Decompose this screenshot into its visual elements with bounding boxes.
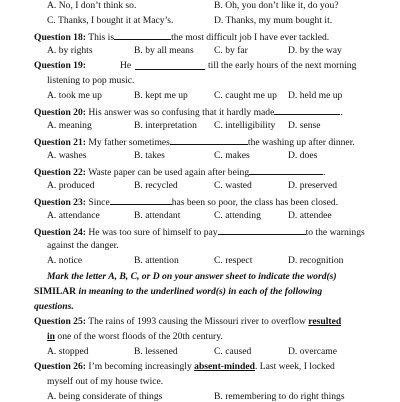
q24-stem-continued: against the danger. <box>47 240 119 251</box>
q21-option-c: C. makes <box>214 150 250 161</box>
q25-option-d: D. overcame <box>288 346 338 357</box>
q22-stem-end: . <box>323 167 326 178</box>
q24-option-d: D. recognition <box>288 255 344 266</box>
q22-option-a: A. produced <box>47 180 95 191</box>
q20-label: Question 20: <box>34 107 86 118</box>
q19-label: Question 19: <box>34 60 86 71</box>
q20-blank <box>274 106 340 115</box>
q24-option-b: B. attention <box>134 255 179 266</box>
q26-option-b: B. remembering to do right things <box>214 391 345 402</box>
q19-blank <box>135 61 205 70</box>
q21-option-b: B. takes <box>134 150 165 161</box>
q24-stem-start: He was too sure of himself to pay <box>85 227 218 238</box>
q23-option-a: A. attendance <box>47 210 100 221</box>
q18-option-b: B. by all means <box>134 45 194 56</box>
q20-option-c: C. intelligibility <box>214 120 276 131</box>
q25-stem <box>34 317 341 327</box>
q19-option-b: B. kept me up <box>134 90 188 101</box>
q18-blank <box>114 31 171 40</box>
q25-stem-end: one of the worst floods of the 20th century. <box>55 331 223 342</box>
q18-label: Question 18: <box>34 32 86 43</box>
q26-stem-start: I’m becoming increasingly <box>85 361 195 372</box>
q22-label: Question 22: <box>34 167 86 178</box>
q19-option-a: A. took me up <box>47 90 102 101</box>
q21-option-a: A. washes <box>47 150 87 161</box>
q25-stem-continued <box>47 332 223 342</box>
q25-option-c: C. caused <box>214 346 252 357</box>
instruction-line-1: Mark the letter A, B, C, or D on your answer sheet to indicate the word(s) <box>47 271 337 282</box>
q23-label: Question 23: <box>34 197 86 208</box>
q18-option-d: D. by the way <box>288 45 342 56</box>
q22-stem-start: Waste paper can be used again after being <box>85 167 250 178</box>
q24-blank <box>218 226 306 235</box>
q26-underlined-word: absent-minded <box>194 361 255 372</box>
q19-option-c: C. caught me up <box>214 90 277 101</box>
q22-option-b: B. recycled <box>134 180 178 191</box>
q24-stem-end: to the warnings <box>305 227 365 238</box>
q25-stem-start: The rains of 1993 causing the Missouri river to overflow <box>85 316 309 327</box>
q19-stem-continued: listening to pop music. <box>47 75 135 86</box>
q20-option-a: A. meaning <box>47 120 92 131</box>
q17-option-a: A. No, I don’t think so. <box>47 0 137 11</box>
q22-stem <box>34 166 326 178</box>
q25-underlined-word: resulted <box>308 316 342 327</box>
q22-option-d: D. preserved <box>288 180 338 191</box>
q26-label: Question 26: <box>34 361 86 372</box>
q18-option-a: A. by rights <box>47 45 93 56</box>
q26-stem <box>34 362 335 372</box>
q26-stem-end: . Last week, I locked <box>254 361 335 372</box>
q24-stem <box>34 226 365 238</box>
instruction-line-2 <box>34 287 322 297</box>
q23-stem-end: has been so poor, the class has been closed. <box>171 197 339 208</box>
q21-stem <box>34 136 355 148</box>
q23-stem <box>34 196 338 208</box>
q26-option-a: A. being considerate of things <box>47 391 163 402</box>
q17-option-d: D. Thanks, my mum bought it. <box>214 15 333 26</box>
q23-stem-start: Since <box>85 197 110 208</box>
instruction-keyword: SIMILAR <box>34 286 77 297</box>
q19-stem <box>34 61 367 71</box>
q24-option-a: A. notice <box>47 255 83 266</box>
q20-stem-end: . <box>340 107 343 118</box>
instruction-line-2-rest: in meaning to the underlined word(s) in each of the following <box>76 286 323 297</box>
q20-option-b: B. interpretation <box>134 120 197 131</box>
q18-option-c: C. by far <box>214 45 248 56</box>
q23-blank <box>110 196 172 205</box>
q17-option-b: B. Oh, you don’t like it, do you? <box>214 0 339 11</box>
q19-option-d: D. held me up <box>288 90 343 101</box>
q18-stem <box>34 31 329 43</box>
q25-option-a: A. stopped <box>47 346 89 357</box>
q19-stem-end: till the early hours of the next morning <box>208 60 357 71</box>
q18-stem-start: This is <box>85 32 115 43</box>
q19-stem-start: He <box>120 60 132 71</box>
q22-option-c: C. wasted <box>214 180 252 191</box>
q20-stem-start: His answer was so confusing that it hardly made <box>85 107 275 118</box>
q21-label: Question 21: <box>34 137 86 148</box>
q25-label: Question 25: <box>34 316 86 327</box>
q26-stem-continued: myself out of my house twice. <box>47 376 164 387</box>
q20-stem <box>34 106 343 118</box>
instruction-line-3: questions. <box>34 301 74 312</box>
q24-label: Question 24: <box>34 227 86 238</box>
q25-underlined-word-2: in <box>47 331 56 342</box>
q20-option-d: D. sense <box>288 120 321 131</box>
q17-option-c: C. Thanks, I bought it at Macy’s. <box>47 15 174 26</box>
q21-blank <box>170 136 248 145</box>
q25-option-b: B. lessened <box>134 346 178 357</box>
q22-blank <box>249 166 323 175</box>
q21-option-d: D. does <box>288 150 318 161</box>
q23-option-c: C. attending <box>214 210 261 221</box>
q24-option-c: C. respect <box>214 255 253 266</box>
q18-stem-end: the most difficult job I have ever tackled. <box>171 32 330 43</box>
q21-stem-start: My father sometimes <box>85 137 170 148</box>
q23-option-b: B. attendant <box>134 210 181 221</box>
q21-stem-end: the washing up after dinner. <box>247 137 355 148</box>
q23-option-d: D. attendee <box>288 210 332 221</box>
